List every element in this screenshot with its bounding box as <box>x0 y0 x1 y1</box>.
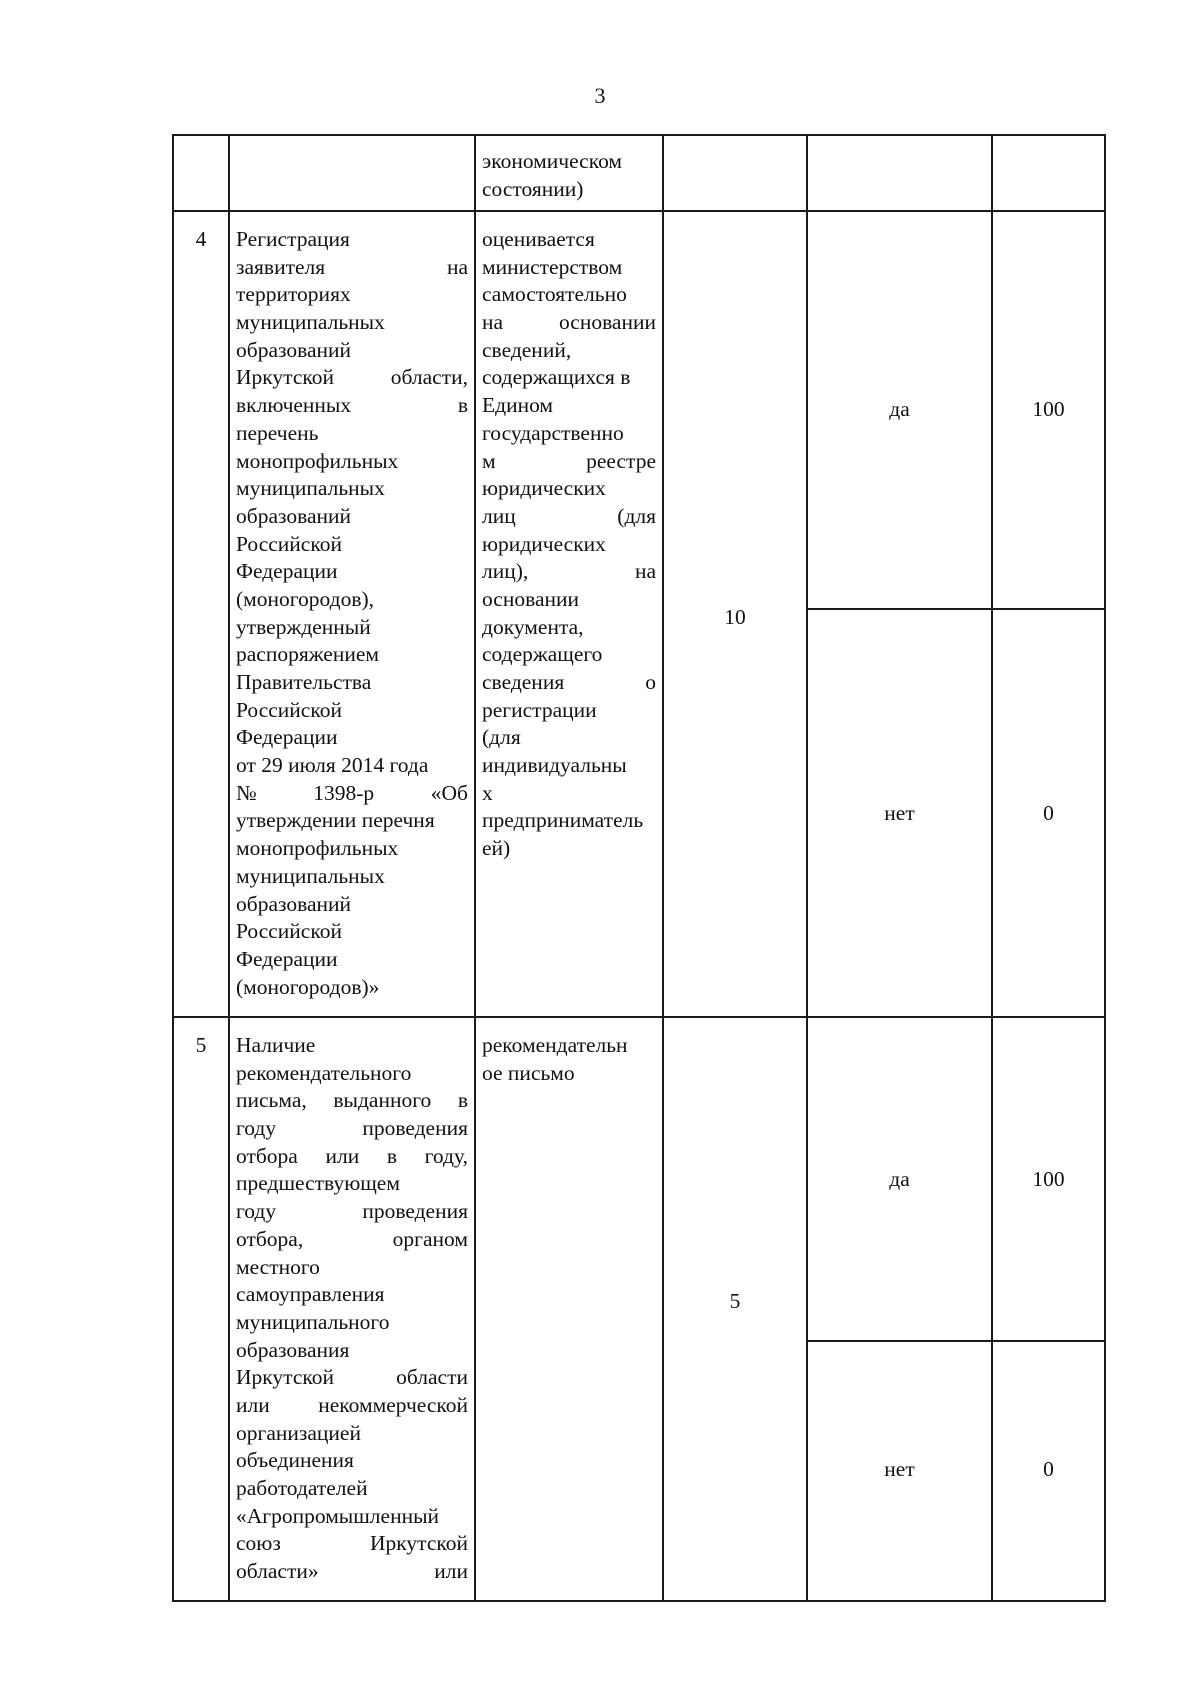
text-line <box>482 448 656 476</box>
text-word: Иркутской <box>370 1531 468 1556</box>
column-divider <box>662 134 664 1602</box>
text-line: содержащихся в <box>482 365 631 390</box>
text-line: Федерации <box>236 946 338 971</box>
text-word: или <box>434 1559 468 1584</box>
text-word: заявителя <box>236 254 326 279</box>
text-line: образований <box>236 503 352 528</box>
text-line: муниципальных <box>236 863 385 888</box>
text-line: индивидуальны <box>482 753 627 778</box>
text-word: выданного <box>333 1088 432 1113</box>
text-line: экономическом <box>482 149 623 173</box>
row-number: 4 <box>195 227 207 251</box>
text-line: перечень <box>236 420 319 445</box>
text-line <box>236 1198 468 1226</box>
text-word: (для <box>617 503 656 528</box>
text-word: «Об <box>430 780 468 805</box>
text-word: некоммерческой <box>318 1392 468 1417</box>
text-line: содержащего <box>482 642 603 667</box>
text-line <box>236 1530 468 1558</box>
answer-yes: да <box>889 1167 910 1191</box>
text-line: утверждении перечня <box>236 808 435 833</box>
text-line: Правительства <box>236 670 372 694</box>
text-line: рекомендательн <box>482 1033 628 1057</box>
text-line <box>236 364 468 392</box>
text-line <box>236 1364 468 1392</box>
table-border-top <box>172 134 1106 136</box>
text-word: области» <box>236 1559 319 1584</box>
text-word: году <box>236 1199 277 1224</box>
text-line: образований <box>236 891 352 916</box>
text-word: реестре <box>586 448 656 473</box>
text-line <box>482 309 656 337</box>
text-line <box>482 669 656 697</box>
text-line: х <box>482 780 493 805</box>
text-line: организацией <box>236 1420 361 1445</box>
text-word: лиц), <box>482 559 529 584</box>
text-word: включенных <box>236 393 352 418</box>
text-line: министерством <box>482 254 623 279</box>
text-line <box>236 1226 468 1254</box>
table-border-left <box>172 134 174 1602</box>
text-line: «Агропромышленный <box>236 1503 440 1528</box>
score-yes: 100 <box>1032 1167 1065 1191</box>
text-word: отбора <box>236 1143 298 1168</box>
text-line: предшествующем <box>236 1171 400 1196</box>
column-divider <box>474 134 476 1602</box>
score-no: 0 <box>1043 1457 1054 1481</box>
text-word: или <box>236 1392 270 1417</box>
answer-yes: да <box>889 397 910 421</box>
text-line: муниципальных <box>236 476 385 501</box>
text-line <box>236 254 468 282</box>
text-line: оценивается <box>482 227 595 251</box>
text-line: предприниматель <box>482 808 644 833</box>
text-word: сведения <box>482 670 565 694</box>
method-text <box>482 1032 656 1087</box>
criterion-text <box>236 226 468 1001</box>
text-line: сведений, <box>482 337 572 362</box>
text-line: муниципального <box>236 1309 390 1334</box>
text-line <box>236 1087 468 1115</box>
text-word: органом <box>392 1226 468 1251</box>
criterion-text <box>236 1032 468 1586</box>
text-line: регистрации <box>482 697 597 722</box>
text-line: документа, <box>482 614 584 639</box>
text-word: в <box>457 1088 468 1113</box>
option-divider <box>806 1340 1106 1342</box>
text-line: Регистрация <box>236 227 350 251</box>
text-word: 1398-р <box>313 780 375 805</box>
text-line: работодателей <box>236 1476 368 1500</box>
text-line: Едином <box>482 393 554 418</box>
option-divider <box>806 608 1106 610</box>
text-line: юридических <box>482 476 606 501</box>
text-line: (моногородов)» <box>236 974 380 999</box>
weight-value: 5 <box>729 1289 741 1313</box>
text-line: (для <box>482 725 521 750</box>
text-line: государственно <box>482 420 624 445</box>
row-number: 5 <box>195 1033 207 1057</box>
text-line: (моногородов), <box>236 586 375 611</box>
score-no: 0 <box>1043 801 1054 825</box>
text-word: лиц <box>482 503 516 528</box>
text-word: в <box>386 1143 398 1168</box>
text-line <box>236 1558 468 1586</box>
text-word: году <box>236 1116 277 1141</box>
text-line: Российской <box>236 531 342 556</box>
text-line: утвержденный <box>236 614 371 639</box>
text-line <box>236 752 468 780</box>
weight-value: 10 <box>724 605 746 629</box>
text-line <box>482 503 656 531</box>
text-line: муниципальных <box>236 310 385 335</box>
column-divider <box>991 134 993 1602</box>
text-line: состоянии) <box>482 176 584 201</box>
answer-no: нет <box>884 801 915 825</box>
text-line: распоряжением <box>236 642 380 667</box>
text-line: рекомендательного <box>236 1060 412 1085</box>
text-line: местного <box>236 1254 320 1279</box>
text-line: ое письмо <box>482 1060 575 1085</box>
text-line: юридических <box>482 531 606 556</box>
text-word: Иркутской <box>236 1365 334 1390</box>
text-line: объединения <box>236 1448 354 1473</box>
text-word: на <box>482 310 504 335</box>
text-line: основании <box>482 586 580 611</box>
text-line: ей) <box>482 836 511 861</box>
text-line <box>236 1392 468 1420</box>
score-yes: 100 <box>1032 397 1065 421</box>
text-line <box>236 1115 468 1143</box>
page-number: 3 <box>594 83 606 108</box>
column-divider <box>806 134 808 1602</box>
text-line: Федерации <box>236 725 338 750</box>
row-divider <box>172 1016 1106 1018</box>
text-line: образований <box>236 337 352 362</box>
column-divider <box>228 134 230 1602</box>
text-line <box>482 558 656 586</box>
text-word: союз <box>236 1531 281 1556</box>
text-line: Российской <box>236 697 342 722</box>
text-line: Российской <box>236 919 342 944</box>
text-word: отбора, <box>236 1226 304 1251</box>
text-word: области, <box>390 365 468 390</box>
text-line <box>236 780 468 808</box>
text-line: самоуправления <box>236 1282 385 1307</box>
text-line: монопрофильных <box>236 448 399 473</box>
text-word: области <box>396 1365 468 1390</box>
table-border-bottom <box>172 1600 1106 1602</box>
text-line: Федерации <box>236 559 338 584</box>
text-word: Иркутской <box>236 365 334 390</box>
text-line: монопрофильных <box>236 836 399 861</box>
text-line <box>236 392 468 420</box>
text-word: письма, <box>236 1088 307 1113</box>
text-line: самостоятельно <box>482 282 627 307</box>
table-border-right <box>1104 134 1106 1602</box>
text-word: проведения <box>362 1199 468 1224</box>
method-text <box>482 226 656 863</box>
text-word: м <box>482 448 496 473</box>
text-word: проведения <box>362 1116 468 1141</box>
text-word: году, <box>424 1143 468 1168</box>
text-line: территориях <box>236 282 351 307</box>
text-line: Наличие <box>236 1033 316 1057</box>
row-divider <box>172 210 1106 212</box>
text-line: образования <box>236 1337 350 1362</box>
text-line <box>236 1143 468 1171</box>
text-word: или <box>325 1143 360 1168</box>
text-word: от 29 июля 2014 года <box>236 753 429 778</box>
answer-no: нет <box>884 1457 915 1481</box>
text-word: № <box>236 780 257 805</box>
text-word: о <box>645 670 656 694</box>
text-word: на <box>634 559 656 584</box>
text-word: в <box>457 393 468 418</box>
continuation-method-text <box>482 148 654 203</box>
text-word: основании <box>558 310 656 335</box>
text-word: на <box>446 254 468 279</box>
